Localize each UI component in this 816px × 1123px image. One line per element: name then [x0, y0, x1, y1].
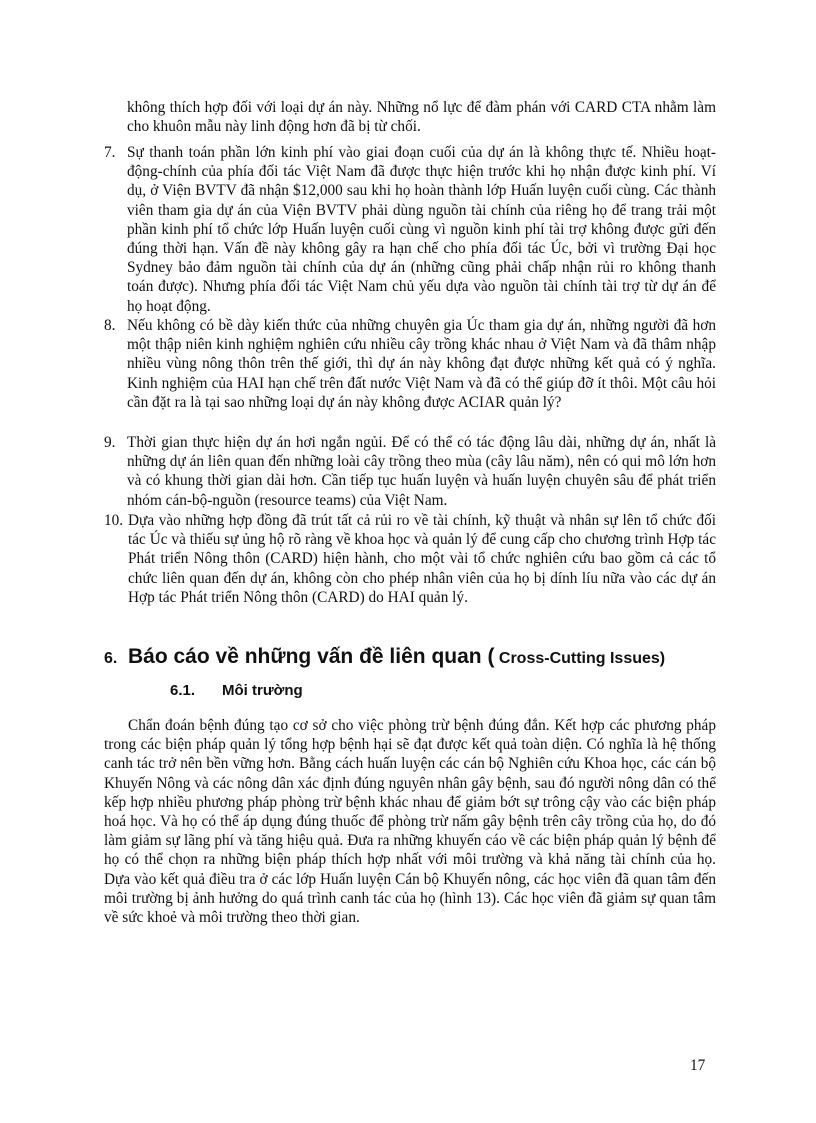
- list-item-text: Sự thanh toán phần lớn kinh phí vào giai đoạn cuối của dự án là không thực tế. Nhiều hoạt-động-chính của phía đối tác Việt Nam đã được thực hiện trước khi họ nhận được kinh phí. Ví dụ, ở Viện BVTV đã nhận $12,000 sau khi họ hoàn thành lớp Huấn luyện cuối cùng. Các thành viên tham gia dự án của Viện BVTV phải dùng nguồn tài chính của riêng họ để trang trải một phần kinh phí tổ chức lớp Huấn luyện cuối cùng vì nguồn kinh phí tài trợ không được gửi đến đúng thời hạn. Vấn đề này không gây ra hạn chế cho phía đối tác Úc, bởi vì trường Đại học Sydney bảo đảm nguồn tài chính của dự án (những cũng phải chấp nhận rủi ro không thanh toán được). Nhưng phía đối tác Việt Nam chủ yếu dựa vào nguồn tài chính tài trợ từ dự án để họ hoạt động.: [127, 144, 716, 315]
- continuation-text: không thích hợp đối với loại dự án này. Những nổ lực để đàm phán với CARD CTA nhằm làm cho khuôn mẫu này linh động hơn đã bị từ chối.: [127, 99, 716, 136]
- section-heading: [104, 644, 665, 668]
- list-item-text: Nếu không có bề dày kiến thức của những chuyên gia Úc tham gia dự án, những người đã hơn một thập niên kinh nghiệm nghiên cứu nhiều cây trồng khác nhau ở Việt Nam và đã thâm nhập nhiều vùng nông thôn trên thế giới, thì dự án này không đạt được những kết quả có ý nghĩa. Kinh nghiệm của HAI hạn chế trên đất nước Việt Nam và đã có thể giúp đỡ ít thôi. Một câu hỏi cần đặt ra là tại sao những loại dự án này không được ACIAR quản lý?: [127, 317, 716, 411]
- subsection-heading: [170, 681, 303, 700]
- list-item-text: Dựa vào những hợp đồng đã trút tất cả rủi ro về tài chính, kỹ thuật và nhân sự lên tổ chức đối tác Úc và thiếu sự ủng hộ rõ ràng về khoa học và quản lý để cung cấp cho chương trình Hợp tác Phát triển Nông thôn (CARD) hiện hành, cho một vài tổ chức nghiên cứu bao gồm cả các tổ chức liên quan đến dự án, không còn cho phép nhân viên của họ bị dính líu nữa vào các dự án Hợp tác Phát triển Nông thôn (CARD) do HAI quản lý.: [128, 512, 716, 606]
- list-item-number: 8.: [104, 317, 116, 334]
- list-item-number: 10.: [104, 512, 124, 529]
- body-paragraph: Chẩn đoán bệnh đúng tạo cơ sở cho việc phòng trừ bệnh đúng đắn. Kết hợp các phương pháp trong các biện pháp quản lý tổng hợp bệnh hại sẽ đạt được kết quả toàn diện. Có nghĩa là hệ thống canh tác trở nên bền vững hơn. Bằng cách huấn luyện các cán bộ Nghiên cứu Khoa học, các cán bộ Khuyến Nông và các nông dân xác định đúng nguyên nhân gây bệnh, sau đó người nông dân có thể kếp hợp nhiều phương pháp phòng trừ bệnh khác nhau để giảm bớt sự trông cậy vào các biện pháp hoá học. Và họ có thể áp dụng đúng thuốc để phòng trừ nấm gây bệnh trên cây trồng của họ, do đó làm giảm sự lãng phí và tăng hiệu quả. Đưa ra những khuyến cáo về các biện pháp quản lý bệnh để họ có thể chọn ra những biện pháp thích hợp nhất với môi trường và khả năng tài chính của họ. Dựa vào kết quả điều tra ở các lớp Huấn luyện Cán bộ Khuyến nông, các học viên đã quan tâm đến môi trường bị ảnh hưởng do quá trình canh tác của họ (hình 13). Các học viên đã giảm sự quan tâm về sức khoẻ và môi trường theo thời gian.: [104, 717, 716, 927]
- list-item-9: [104, 433, 716, 510]
- subsection-title: Môi trường: [222, 682, 303, 699]
- list-item-8: [104, 316, 716, 412]
- list-item-number: 7.: [104, 144, 116, 161]
- list-item-text: Thời gian thực hiện dự án hơi ngắn ngủi. Để có thể có tác động lâu dài, những dự án, nhất là những dự án liên quan đến những loài cây trồng theo mùa (cây lâu năm), nên có qui mô lớn hơn và có khung thời gian dài hơn. Cần tiếp tục huấn luyện và huấn luyện chuyên sâu để phát triển nhóm cán-bộ-nguồn (resource teams) của Việt Nam.: [127, 434, 716, 509]
- list-item-number: 9.: [104, 434, 116, 451]
- list-item-7: [104, 143, 716, 316]
- section-number: 6.: [104, 650, 118, 667]
- list-item-10: [104, 511, 716, 607]
- section-title-english: Cross-Cutting Issues): [494, 650, 666, 667]
- section-title: Báo cáo về những vấn đề liên quan (: [128, 645, 495, 668]
- page-number: 17: [690, 1057, 706, 1074]
- subsection-number: 6.1.: [170, 682, 196, 699]
